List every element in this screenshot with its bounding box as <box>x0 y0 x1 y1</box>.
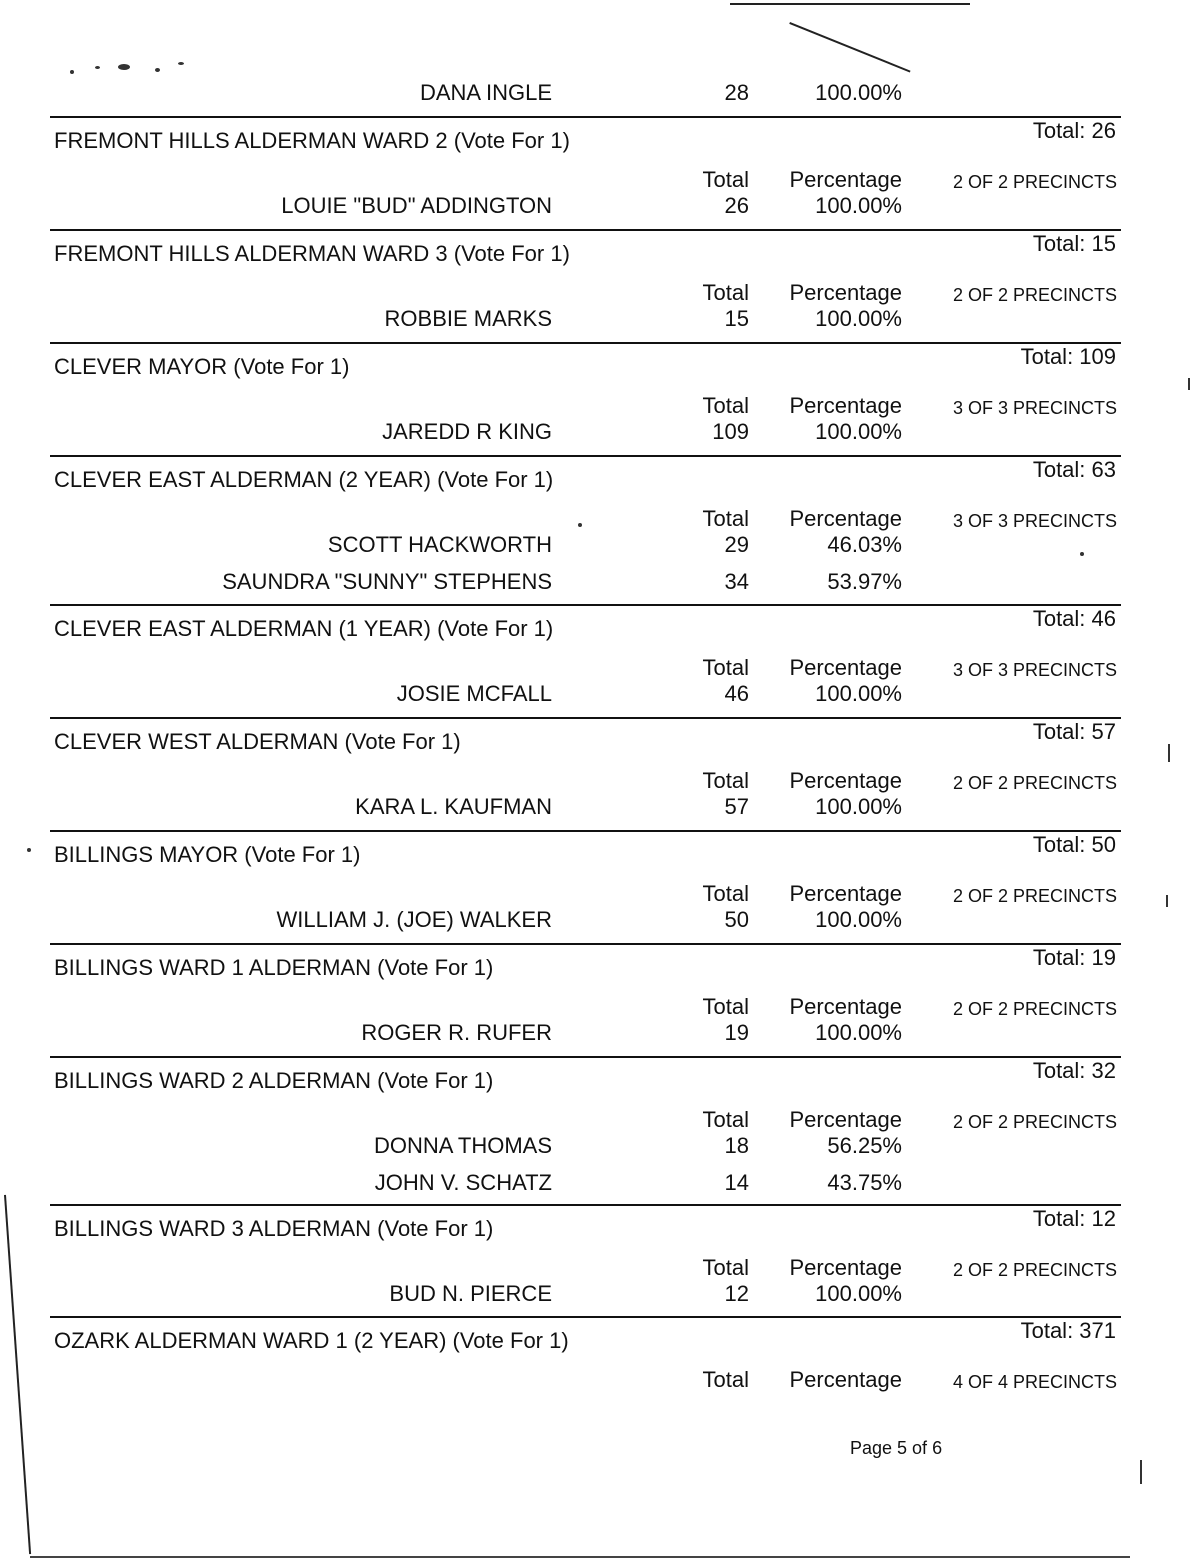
scan-streak <box>789 22 910 73</box>
precincts-reporting: 3 OF 3 PRECINCTS <box>952 511 1117 531</box>
race-title: BILLINGS MAYOR (Vote For 1) <box>54 842 361 867</box>
precincts-reporting: 2 OF 2 PRECINCTS <box>952 1260 1117 1280</box>
precincts-reporting: 3 OF 3 PRECINCTS <box>952 660 1117 680</box>
candidate-percent: 100.00% <box>815 907 902 932</box>
candidate-total: 50 <box>724 907 749 932</box>
candidate-total: 29 <box>724 532 749 557</box>
candidate-percent: 100.00% <box>815 1281 902 1306</box>
candidate-name: DANA INGLE <box>419 80 552 105</box>
scan-speck <box>70 70 74 74</box>
percentage-header: Percentage <box>789 280 902 305</box>
race-title: BILLINGS WARD 3 ALDERMAN (Vote For 1) <box>54 1216 494 1241</box>
race-total: Total: 109 <box>1020 344 1116 369</box>
section-divider <box>50 1204 1121 1206</box>
candidate-percent: 100.00% <box>815 1020 902 1045</box>
scan-speck <box>27 848 31 852</box>
percentage-header: Percentage <box>789 167 902 192</box>
candidate-percent: 53.97% <box>827 569 902 594</box>
total-header: Total <box>702 393 749 418</box>
candidate-total: 14 <box>724 1170 749 1195</box>
page-number: Page 5 of 6 <box>850 1438 943 1458</box>
candidate-percent: 56.25% <box>827 1133 902 1158</box>
race-total: Total: 57 <box>1032 719 1116 744</box>
total-header: Total <box>702 768 749 793</box>
scan-border-top <box>730 3 970 5</box>
section-divider <box>50 229 1121 231</box>
race-total: Total: 63 <box>1032 457 1116 482</box>
section-divider <box>50 717 1121 719</box>
race-title: CLEVER EAST ALDERMAN (1 YEAR) (Vote For 1) <box>54 616 554 641</box>
candidate-percent: 100.00% <box>815 681 902 706</box>
candidate-total: 12 <box>724 1281 749 1306</box>
race-title: CLEVER EAST ALDERMAN (2 YEAR) (Vote For 1) <box>54 467 554 492</box>
total-header: Total <box>702 655 749 680</box>
scan-mark <box>1188 378 1190 390</box>
total-header: Total <box>702 506 749 531</box>
candidate-name: SAUNDRA "SUNNY" STEPHENS <box>222 569 552 594</box>
percentage-header: Percentage <box>789 1255 902 1280</box>
candidate-total: 15 <box>724 306 749 331</box>
scan-speck <box>578 523 582 527</box>
precincts-reporting: 2 OF 2 PRECINCTS <box>952 172 1117 192</box>
scan-speck <box>95 66 100 69</box>
scan-speck <box>118 64 130 70</box>
total-header: Total <box>702 881 749 906</box>
race-total: Total: 19 <box>1032 945 1116 970</box>
race-total: Total: 32 <box>1032 1058 1116 1083</box>
section-divider <box>50 1316 1121 1318</box>
precincts-reporting: 4 OF 4 PRECINCTS <box>952 1372 1117 1392</box>
scan-border-left <box>4 1195 31 1554</box>
candidate-name: BUD N. PIERCE <box>389 1281 552 1306</box>
race-total: Total: 15 <box>1032 231 1116 256</box>
candidate-name: LOUIE "BUD" ADDINGTON <box>281 193 552 218</box>
race-total: Total: 26 <box>1032 118 1116 143</box>
race-title: OZARK ALDERMAN WARD 1 (2 YEAR) (Vote For 1) <box>54 1328 569 1353</box>
candidate-percent: 100.00% <box>815 80 902 105</box>
race-title: BILLINGS WARD 1 ALDERMAN (Vote For 1) <box>54 955 494 980</box>
total-header: Total <box>702 994 749 1019</box>
percentage-header: Percentage <box>789 994 902 1019</box>
candidate-name: ROBBIE MARKS <box>384 306 552 331</box>
scan-speck <box>1080 552 1084 556</box>
candidate-total: 34 <box>724 569 749 594</box>
precincts-reporting: 2 OF 2 PRECINCTS <box>952 285 1117 305</box>
candidate-total: 28 <box>724 80 749 105</box>
race-total: Total: 50 <box>1032 832 1116 857</box>
percentage-header: Percentage <box>789 655 902 680</box>
candidate-name: WILLIAM J. (JOE) WALKER <box>276 907 552 932</box>
candidate-percent: 46.03% <box>827 532 902 557</box>
candidate-percent: 100.00% <box>815 419 902 444</box>
section-divider <box>50 604 1121 606</box>
percentage-header: Percentage <box>789 1367 902 1392</box>
scan-speck <box>155 68 160 72</box>
candidate-percent: 43.75% <box>827 1170 902 1195</box>
candidate-percent: 100.00% <box>815 794 902 819</box>
race-total: Total: 371 <box>1020 1318 1116 1343</box>
precincts-reporting: 2 OF 2 PRECINCTS <box>952 773 1117 793</box>
scan-speck <box>178 62 184 65</box>
section-divider <box>50 455 1121 457</box>
section-divider <box>50 1056 1121 1058</box>
total-header: Total <box>702 1107 749 1132</box>
candidate-percent: 100.00% <box>815 193 902 218</box>
total-header: Total <box>702 167 749 192</box>
candidate-total: 109 <box>712 419 749 444</box>
precincts-reporting: 2 OF 2 PRECINCTS <box>952 999 1117 1019</box>
candidate-total: 19 <box>724 1020 749 1045</box>
scan-mark <box>1168 744 1170 762</box>
race-total: Total: 12 <box>1032 1206 1116 1231</box>
candidate-name: DONNA THOMAS <box>373 1133 552 1158</box>
scan-border-bottom <box>30 1556 1130 1558</box>
total-header: Total <box>702 1255 749 1280</box>
candidate-name: ROGER R. RUFER <box>361 1020 552 1045</box>
precincts-reporting: 3 OF 3 PRECINCTS <box>952 398 1117 418</box>
candidate-name: KARA L. KAUFMAN <box>355 794 552 819</box>
race-title: FREMONT HILLS ALDERMAN WARD 3 (Vote For 1) <box>54 241 570 266</box>
section-divider <box>50 830 1121 832</box>
total-header: Total <box>702 1367 749 1392</box>
precincts-reporting: 2 OF 2 PRECINCTS <box>952 886 1117 906</box>
percentage-header: Percentage <box>789 768 902 793</box>
section-divider <box>50 943 1121 945</box>
candidate-name: SCOTT HACKWORTH <box>327 532 552 557</box>
percentage-header: Percentage <box>789 393 902 418</box>
candidate-percent: 100.00% <box>815 306 902 331</box>
percentage-header: Percentage <box>789 1107 902 1132</box>
section-divider <box>50 116 1121 118</box>
candidate-name: JAREDD R KING <box>382 419 552 444</box>
total-header: Total <box>702 280 749 305</box>
precincts-reporting: 2 OF 2 PRECINCTS <box>952 1112 1117 1132</box>
race-title: CLEVER MAYOR (Vote For 1) <box>54 354 350 379</box>
candidate-name: JOSIE MCFALL <box>396 681 552 706</box>
candidate-total: 26 <box>724 193 749 218</box>
scan-mark <box>1166 895 1168 907</box>
percentage-header: Percentage <box>789 506 902 531</box>
candidate-total: 46 <box>724 681 749 706</box>
candidate-total: 57 <box>724 794 749 819</box>
candidate-name: JOHN V. SCHATZ <box>374 1170 552 1195</box>
section-divider <box>50 342 1121 344</box>
race-title: CLEVER WEST ALDERMAN (Vote For 1) <box>54 729 461 754</box>
candidate-total: 18 <box>724 1133 749 1158</box>
race-title: BILLINGS WARD 2 ALDERMAN (Vote For 1) <box>54 1068 494 1093</box>
scan-mark <box>1140 1460 1142 1484</box>
race-title: FREMONT HILLS ALDERMAN WARD 2 (Vote For 1) <box>54 128 570 153</box>
race-total: Total: 46 <box>1032 606 1116 631</box>
percentage-header: Percentage <box>789 881 902 906</box>
